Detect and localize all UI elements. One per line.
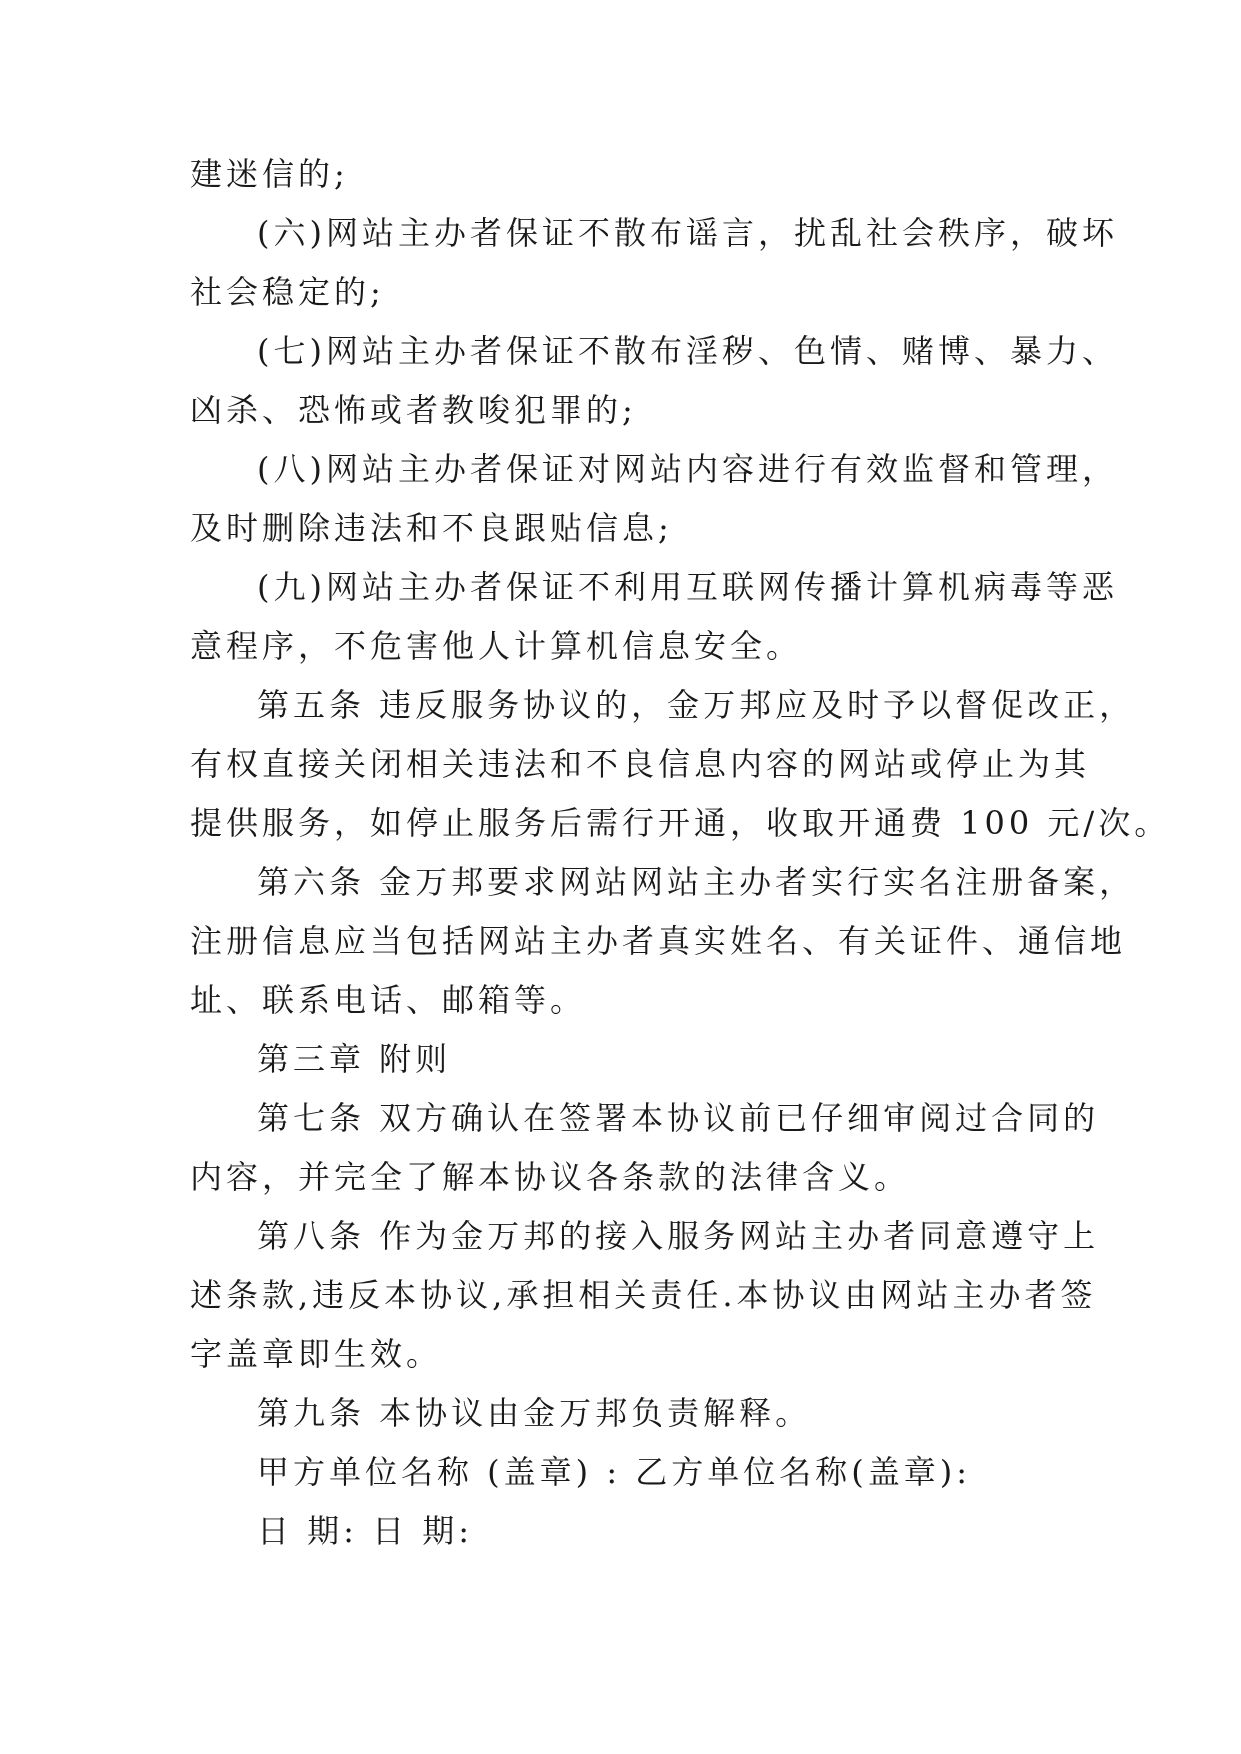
text-line: (六)网站主办者保证不散布谣言，扰乱社会秩序，破坏 <box>257 214 1118 252</box>
text-line: 注册信息应当包括网站主办者真实姓名、有关证件、通信地 <box>190 922 1127 960</box>
text-line: (九)网站主办者保证不利用互联网传播计算机病毒等恶 <box>257 568 1118 606</box>
chapter-heading: 第三章 附则 <box>257 1040 452 1078</box>
text-line: 第九条 本协议由金万邦负责解释。 <box>257 1394 812 1432</box>
text-line: 述条款,违反本协议,承担相关责任.本协议由网站主办者签 <box>190 1276 1097 1314</box>
text-line: 第五条 违反服务协议的，金万邦应及时予以督促改正， <box>257 686 1136 724</box>
signature-date-line: 日 期: 日 期: <box>257 1512 474 1550</box>
text-line: 有权直接关闭相关违法和不良信息内容的网站或停止为其 <box>190 745 1091 783</box>
text-line: 第七条 双方确认在签署本协议前已仔细审阅过合同的 <box>257 1099 1100 1137</box>
text-line: 社会稳定的; <box>190 273 385 311</box>
text-line: (七)网站主办者保证不散布淫秽、色情、赌博、暴力、 <box>257 332 1118 370</box>
text-line: 第六条 金万邦要求网站网站主办者实行实名注册备案， <box>257 863 1136 901</box>
text-line: 内容，并完全了解本协议各条款的法律含义。 <box>190 1158 911 1196</box>
text-line: 提供服务，如停止服务后需行开通，收取开通费 100 元/次。 <box>190 804 1171 842</box>
document-body <box>190 154 1171 1552</box>
text-line: 意程序，不危害他人计算机信息安全。 <box>190 627 803 665</box>
text-line: 第八条 作为金万邦的接入服务网站主办者同意遵守上 <box>257 1217 1100 1255</box>
text-line: 址、联系电话、邮箱等。 <box>190 981 587 1019</box>
text-line: 字盖章即生效。 <box>190 1335 443 1373</box>
text-line: 凶杀、恐怖或者教唆犯罪的; <box>190 391 637 429</box>
signature-names-line: 甲方单位名称 (盖章) : 乙方单位名称(盖章): <box>257 1453 972 1491</box>
text-line: 及时删除违法和不良跟贴信息; <box>190 509 673 547</box>
text-line: 建迷信的; <box>190 155 349 193</box>
text-line: (八)网站主办者保证对网站内容进行有效监督和管理， <box>257 450 1118 488</box>
